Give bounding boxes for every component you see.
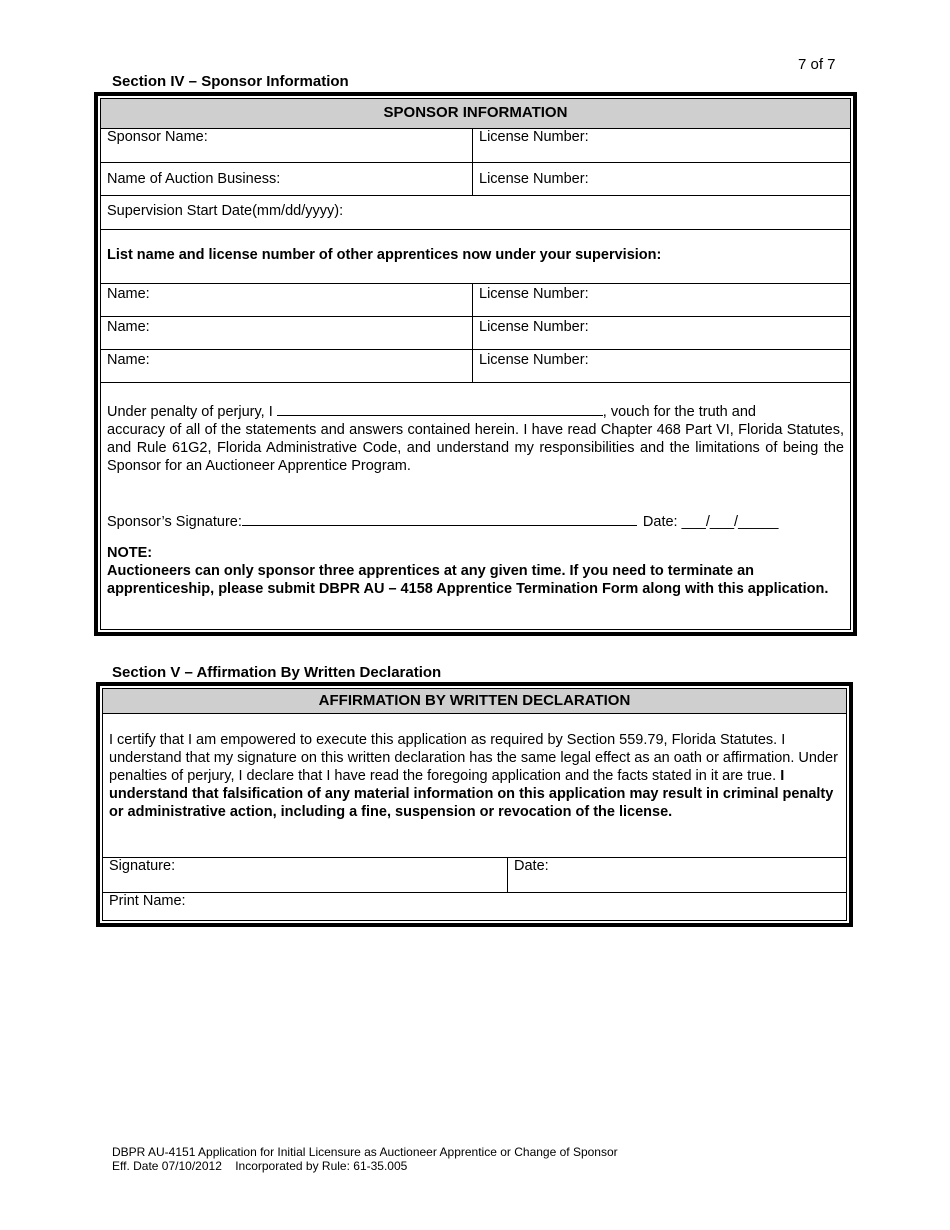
- affirmation-table: [96, 682, 853, 927]
- sponsor-license-number-field[interactable]: [473, 129, 850, 162]
- perjury-statement: accuracy of all of the statements and answers contained herein. I have read Chapter 468 Part VI, Florida Statutes, and Rule 61G2, Florida Administrative Code, and understand my responsibilities and the limitations of being the Sponsor for an Auctioneer Apprentice Program.: [107, 422, 844, 474]
- section-4-title: Section IV – Sponsor Information: [112, 73, 349, 90]
- signature-label: Signature:: [109, 858, 176, 874]
- sponsor-information-header: SPONSOR INFORMATION: [101, 99, 850, 129]
- footer-line-2: Eff. Date 07/10/2012 Incorporated by Rule: 61-35.005: [112, 1159, 408, 1173]
- sponsor-signature-label: Sponsor’s Signature:: [107, 514, 242, 530]
- apprentices-instruction: List name and license number of other apprentices now under your supervision:: [107, 247, 662, 263]
- apprentice-license-label: License Number:: [479, 319, 589, 335]
- sponsor-date-blank[interactable]: ___/___/_____: [681, 514, 779, 530]
- footer-line-1: DBPR AU-4151 Application for Initial Licensure as Auctioneer Apprentice or Change of Sponsor: [112, 1145, 618, 1159]
- section-5-title: Section V – Affirmation By Written Declaration: [112, 664, 442, 681]
- apprentice-license-label: License Number:: [479, 352, 589, 368]
- affirmation-statement: [103, 714, 846, 858]
- business-license-number-field[interactable]: [473, 163, 850, 195]
- note-text: Auctioneers can only sponsor three apprentices at any given time. If you need to terminate an apprenticeship, please submit DBPR AU – 4158 Apprentice Termination Form along with this application.: [107, 563, 829, 597]
- license-number-label: License Number:: [479, 171, 589, 187]
- note-block: [107, 544, 844, 598]
- sponsor-information-table: [94, 92, 857, 636]
- apprentice-license-field[interactable]: [473, 317, 850, 349]
- apprentice-name-field[interactable]: [101, 317, 473, 349]
- print-name-label: Print Name:: [109, 893, 186, 909]
- apprentice-name-label: Name:: [107, 286, 150, 302]
- supervision-start-label: Supervision Start Date(mm/dd/yyyy):: [107, 203, 344, 219]
- signature-field[interactable]: [103, 858, 508, 892]
- sponsor-date-label: Date:: [642, 514, 678, 530]
- sponsor-signature-line: [107, 511, 844, 530]
- affirmation-header: AFFIRMATION BY WRITTEN DECLARATION: [103, 689, 846, 714]
- perjury-vouch: , vouch for the truth and: [602, 404, 756, 420]
- certify-text: I certify that I am empowered to execute this application as required by Section 559.79, Florida Statutes. I understand that my signature on this written declaration has the same legal effect as an oath or affirmation. Under penalties of perjury, I declare that I have read the foregoing application and the facts stated in it are true.: [109, 732, 838, 784]
- date-label: Date:: [514, 858, 549, 874]
- date-field[interactable]: [508, 858, 846, 892]
- sponsor-name-label: Sponsor Name:: [107, 129, 208, 145]
- print-name-field[interactable]: [103, 893, 846, 926]
- apprentice-name-field[interactable]: [101, 284, 473, 316]
- perjury-line-1: [107, 401, 844, 421]
- apprentice-name-label: Name:: [107, 352, 150, 368]
- perjury-intro: Under penalty of perjury, I: [107, 404, 273, 420]
- sponsor-name-field[interactable]: [101, 129, 473, 162]
- supervision-start-date-field[interactable]: [101, 196, 850, 229]
- auction-business-field[interactable]: [101, 163, 473, 195]
- apprentice-license-label: License Number:: [479, 286, 589, 302]
- form-footer: [112, 1145, 618, 1173]
- sponsor-name-blank[interactable]: [277, 401, 603, 416]
- certify-bold-text: I understand that falsification of any material information on this application may result in criminal penalty or administrative action, including a fine, suspension or revocation of the license.: [109, 768, 834, 820]
- apprentice-name-field[interactable]: [101, 350, 473, 382]
- page-number: 7 of 7: [798, 56, 836, 73]
- apprentice-name-label: Name:: [107, 319, 150, 335]
- auction-business-label: Name of Auction Business:: [107, 171, 281, 187]
- note-label: NOTE:: [107, 545, 153, 561]
- apprentice-license-field[interactable]: [473, 350, 850, 382]
- sponsor-attestation: [101, 383, 850, 598]
- sponsor-signature-blank[interactable]: [242, 511, 637, 526]
- license-number-label: License Number:: [479, 129, 589, 145]
- apprentice-license-field[interactable]: [473, 284, 850, 316]
